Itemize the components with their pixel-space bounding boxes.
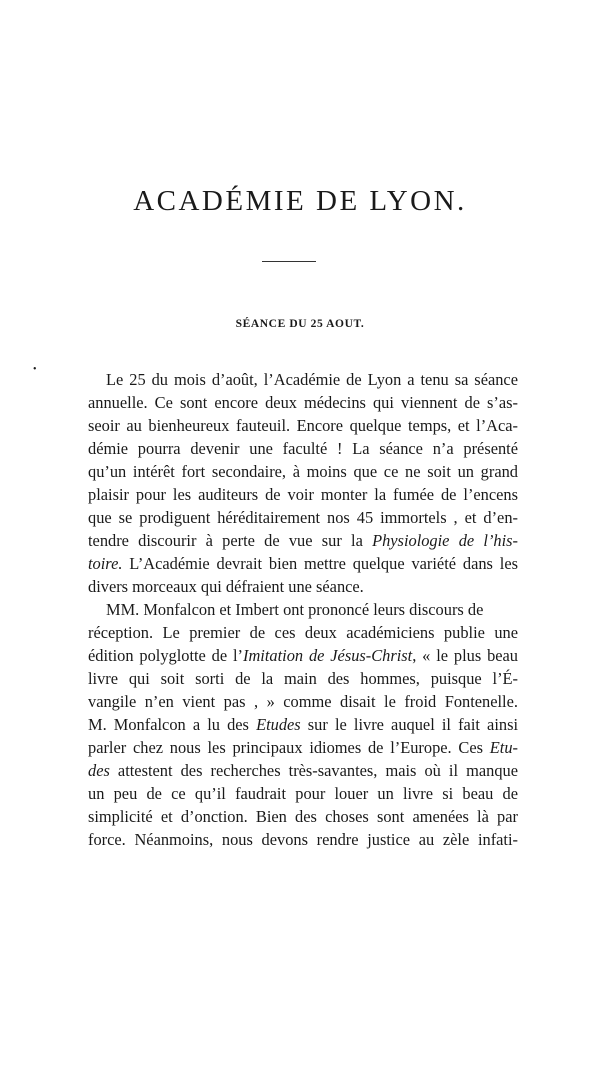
text-line xyxy=(88,736,518,759)
text-line xyxy=(88,644,518,667)
text-segment: divers morceaux qui défraient une séance. xyxy=(88,577,364,596)
text-segment: M. Monfalcon a lu des xyxy=(88,715,257,734)
body-text xyxy=(88,368,518,851)
text-line xyxy=(88,460,518,483)
session-heading: SÉANCE DU 25 AOUT. xyxy=(235,318,365,330)
text-line xyxy=(88,667,518,690)
text-segment: démie pourra devenir une faculté ! La séance n’a présenté xyxy=(88,439,518,458)
text-segment: seoir au bienheureux fauteuil. Encore quelque temps, et l’Aca- xyxy=(88,416,518,435)
text-line xyxy=(88,529,518,552)
text-segment: un peu de ce qu’il faudrait pour louer un livre si beau de xyxy=(88,784,518,803)
italic-text: toire. xyxy=(88,554,123,573)
text-line xyxy=(88,621,518,644)
text-line xyxy=(88,368,518,391)
text-segment: L’Académie devrait bien mettre quelque variété dans les xyxy=(122,554,518,573)
paragraph xyxy=(88,368,518,598)
text-line xyxy=(88,805,518,828)
text-line xyxy=(88,690,518,713)
text-segment: réception. Le premier de ces deux académiciens publie une xyxy=(88,623,518,642)
italic-text: Imitation de Jésus-Christ xyxy=(243,646,413,665)
text-line xyxy=(88,391,518,414)
italic-text: Etu- xyxy=(489,738,518,757)
text-line xyxy=(88,414,518,437)
text-segment: simplicité et d’onction. Bien des choses sont amenées là par xyxy=(88,807,518,826)
page-title: ACADÉMIE DE LYON. xyxy=(133,185,467,217)
text-line xyxy=(88,713,518,736)
text-line xyxy=(88,483,518,506)
text-segment: attestent des recherches très-savantes, mais où il manque xyxy=(109,761,518,780)
text-segment: Le 25 du mois d’août, l’Académie de Lyon a tenu sa séance xyxy=(106,370,518,389)
text-line xyxy=(88,506,518,529)
text-line xyxy=(88,552,518,575)
text-segment: force. Néanmoins, nous devons rendre justice au zèle infati- xyxy=(88,830,518,849)
text-segment: livre qui soit sorti de la main des hommes, puisque l’É- xyxy=(88,669,518,688)
title-divider xyxy=(262,261,316,262)
text-line xyxy=(88,598,518,621)
text-segment: vangile n’en vient pas , » comme disait le froid Fontenelle. xyxy=(88,692,518,711)
text-segment: que se prodiguent héréditairement nos 45 immortels , et d’en- xyxy=(88,508,518,527)
text-line xyxy=(88,575,518,598)
text-line xyxy=(88,437,518,460)
text-segment: annuelle. Ce sont encore deux médecins qui viennent de s’as- xyxy=(88,393,518,412)
paragraph xyxy=(88,598,518,851)
text-segment: , « le plus beau xyxy=(412,646,519,665)
italic-text: Physiologie de l’his- xyxy=(372,531,518,550)
italic-text: des xyxy=(88,761,110,780)
text-line xyxy=(88,759,518,782)
text-line xyxy=(88,782,518,805)
text-line xyxy=(88,828,518,851)
margin-mark: • xyxy=(33,364,37,375)
text-segment: sur le livre auquel il fait ainsi xyxy=(300,715,518,734)
italic-text: Etudes xyxy=(256,715,301,734)
text-segment: MM. Monfalcon et Imbert ont prononcé leurs discours de xyxy=(106,600,484,619)
text-segment: plaisir pour les auditeurs de voir monter la fumée de l’encens xyxy=(88,485,518,504)
text-segment: édition polyglotte de l’ xyxy=(88,646,244,665)
text-segment: tendre discourir à perte de vue sur la xyxy=(88,531,373,550)
text-segment: parler chez nous les principaux idiomes de l’Europe. Ces xyxy=(88,738,490,757)
text-segment: qu’un intérêt fort secondaire, à moins que ce ne soit un grand xyxy=(88,462,518,481)
